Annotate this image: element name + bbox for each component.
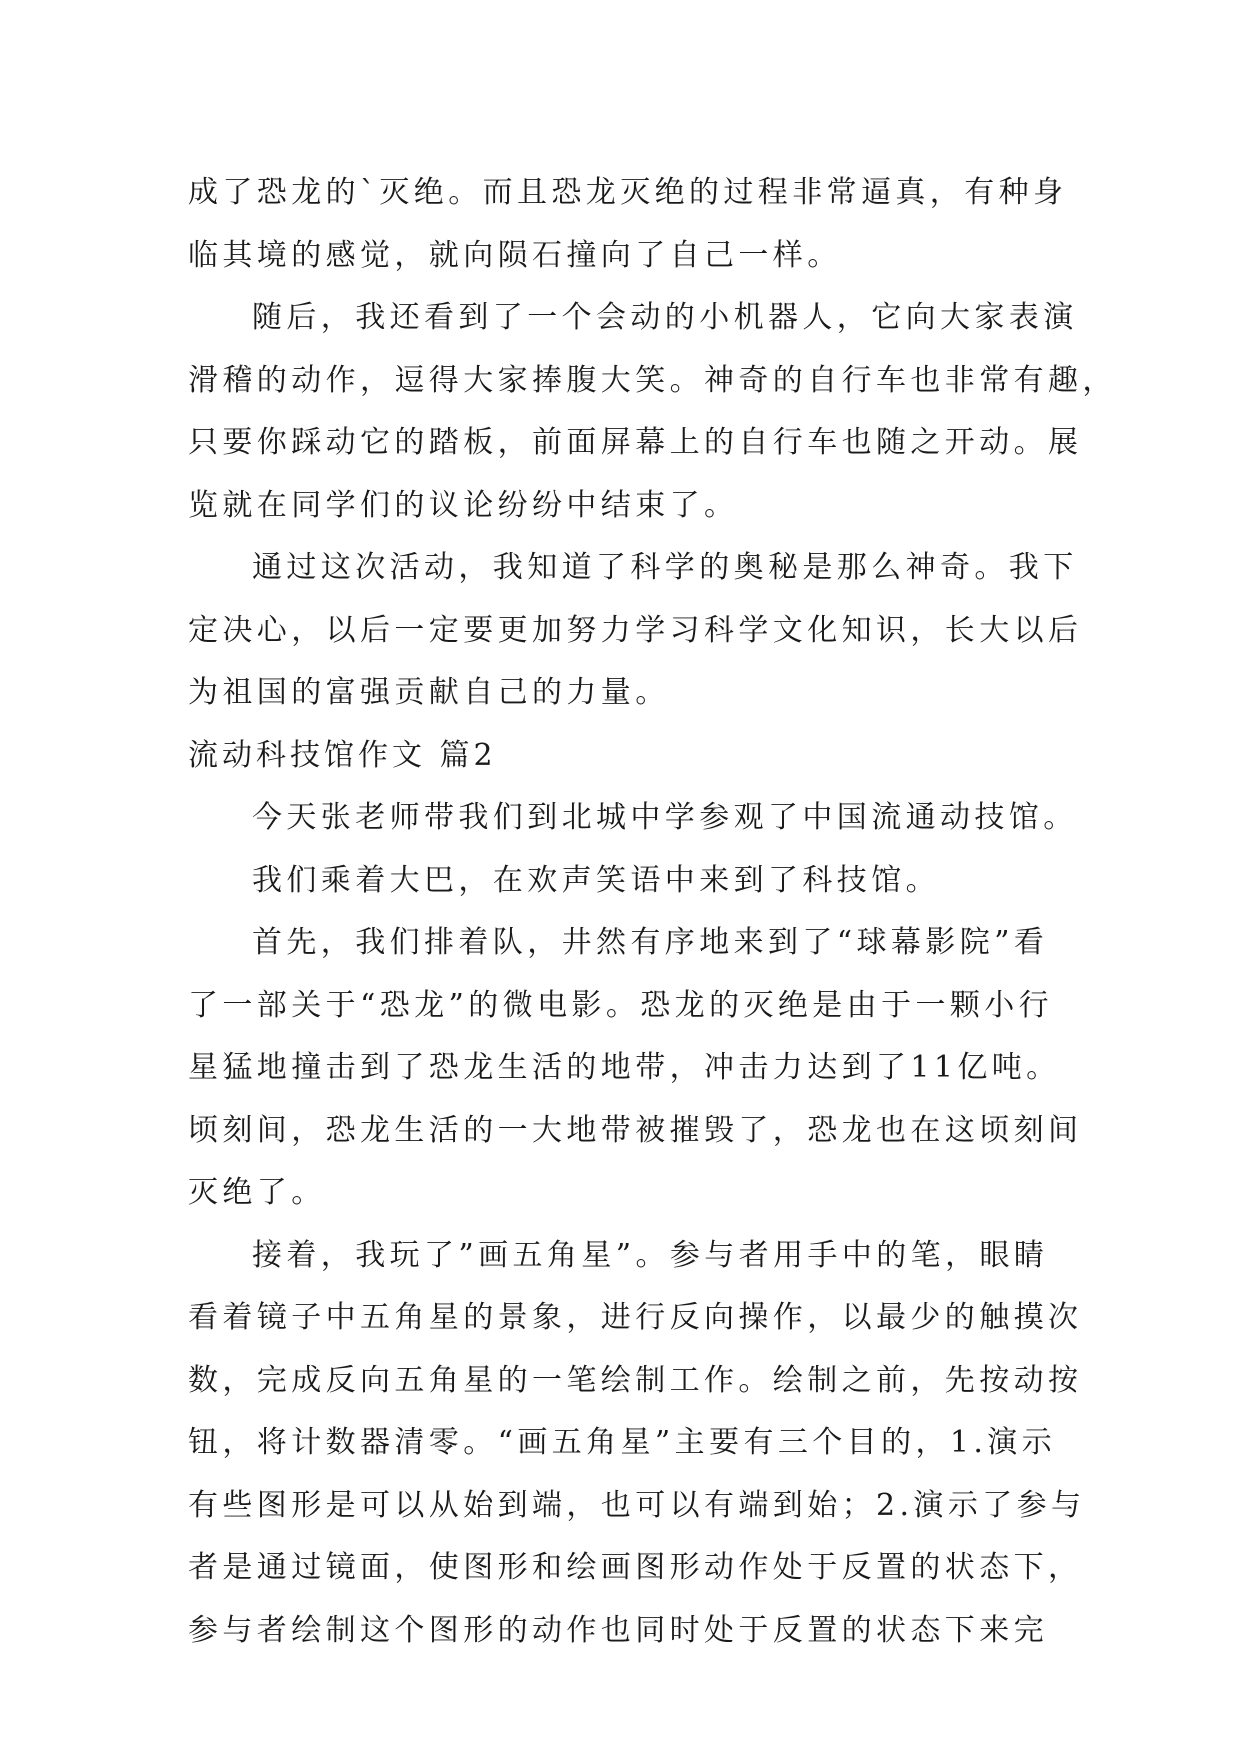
paragraph-start-line: 首先，我们排着队，井然有序地来到了“球幕影院”看 xyxy=(252,925,1049,960)
text-line: 定决心，以后一定要更加努力学习科学文化知识，长大以后 xyxy=(188,612,1083,648)
text-line: 者是通过镜面，使图形和绘画图形动作处于反置的状态下， xyxy=(188,1550,1083,1585)
text-line: 看着镜子中五角星的景象，进行反向操作，以最少的触摸次 xyxy=(188,1300,1083,1335)
text-line: 钮，将计数器清零。“画五角星”主要有三个目的，1.演示 xyxy=(188,1425,1057,1460)
text-line: 参与者绘制这个图形的动作也同时处于反置的状态下来完 xyxy=(188,1612,1048,1648)
text-line: 顷刻间，恐龙生活的一大地带被摧毁了，恐龙也在这顷刻间 xyxy=(188,1112,1083,1148)
paragraph-start-line: 随后，我还看到了一个会动的小机器人，它向大家表演 xyxy=(252,300,1078,335)
paragraph-start-line: 接着，我玩了”画五角星”。参与者用手中的笔，眼睛 xyxy=(252,1237,1049,1273)
document-body xyxy=(188,162,1117,1662)
text-line: 数，完成反向五角星的一笔绘制工作。绘制之前，先按动按 xyxy=(188,1362,1083,1398)
text-line: 只要你踩动它的踏板，前面屏幕上的自行车也随之开动。展 xyxy=(188,425,1083,460)
paragraph-start-line: 我们乘着大巴，在欢声笑语中来到了科技馆。 xyxy=(252,862,940,898)
section-heading: 流动科技馆作文 篇2 xyxy=(188,737,497,773)
text-line: 成了恐龙的`灭绝。而且恐龙灭绝的过程非常逼真，有种身 xyxy=(188,175,1068,210)
paragraph-start-line: 通过这次活动，我知道了科学的奥秘是那么神奇。我下 xyxy=(252,550,1078,585)
text-line: 为祖国的富强贡献自己的力量。 xyxy=(188,675,670,710)
text-line: 滑稽的动作，逗得大家捧腹大笑。神奇的自行车也非常有趣， xyxy=(188,362,1117,398)
text-line: 临其境的感觉，就向陨石撞向了自己一样。 xyxy=(188,237,842,273)
text-line: 灭绝了。 xyxy=(188,1175,326,1210)
text-line: 了一部关于“恐龙”的微电影。恐龙的灭绝是由于一颗小行 xyxy=(188,987,1054,1023)
text-line: 有些图形是可以从始到端，也可以有端到始；2.演示了参与 xyxy=(188,1487,1086,1523)
paragraph-start-line: 今天张老师带我们到北城中学参观了中国流通动技馆。 xyxy=(252,800,1078,835)
text-line: 览就在同学们的议论纷纷中结束了。 xyxy=(188,487,739,523)
text-line: 星猛地撞击到了恐龙生活的地带，冲击力达到了11亿吨。 xyxy=(188,1050,1061,1085)
